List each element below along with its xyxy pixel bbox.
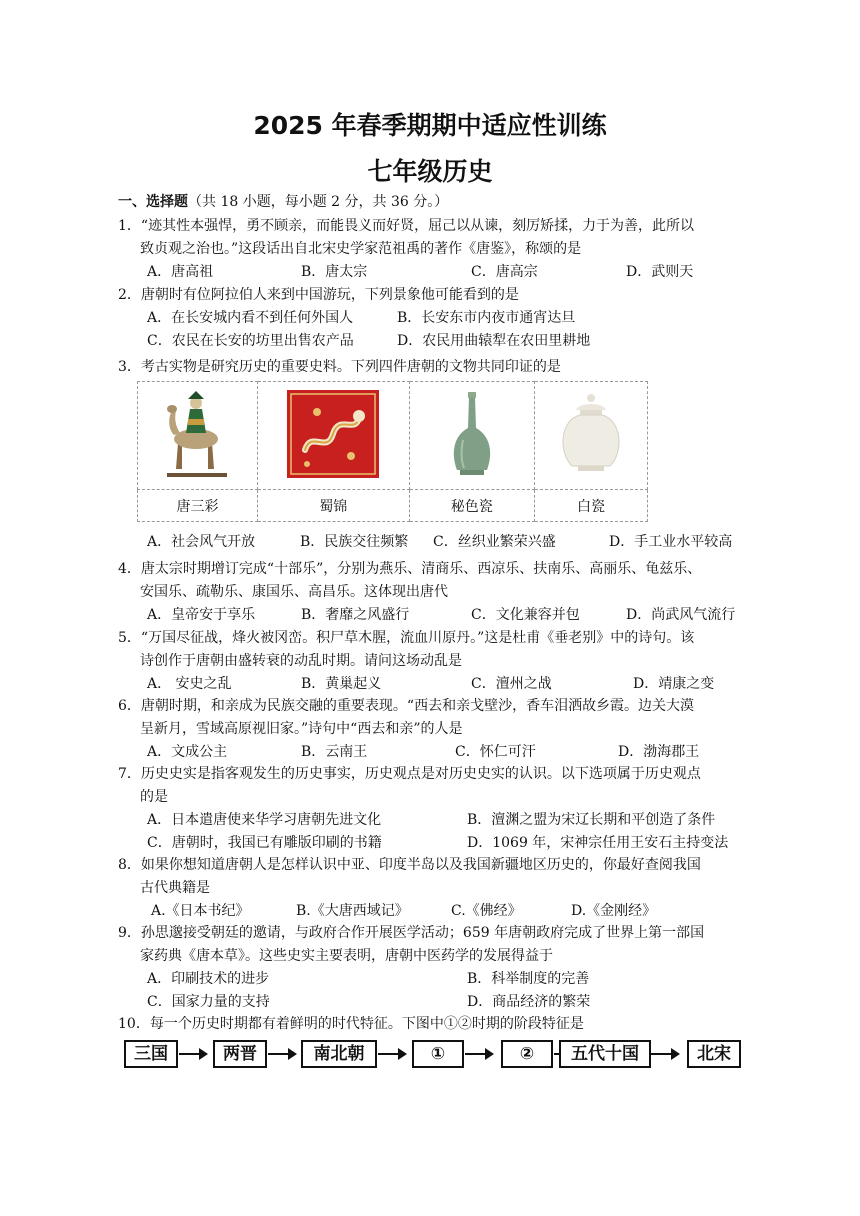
question-3-line-1: 3．考古实物是研究历史的重要史料。下列四件唐朝的文物共同印证的是 <box>118 359 561 375</box>
question-7-option-d[interactable]: D．1069 年，宋神宗任用王安石主持变法 <box>467 835 729 851</box>
timeline-node-1: 三国 <box>124 1040 178 1068</box>
question-9-option-c[interactable]: C．国家力量的支持 <box>147 994 270 1010</box>
timeline-node-2: 两晋 <box>213 1040 267 1068</box>
section-note: （共 18 小题，每小题 2 分，共 36 分。） <box>188 194 449 210</box>
timeline-node-6: 五代十国 <box>559 1040 651 1068</box>
period-timeline <box>0 1040 860 1068</box>
question-9-option-a[interactable]: A．印刷技术的进步 <box>147 971 270 987</box>
artifact-label-3: 秘色瓷 <box>409 490 534 522</box>
question-3-option-d[interactable]: D．手工业水平较高 <box>609 534 733 550</box>
arrow-right-icon <box>651 1046 681 1062</box>
section-heading <box>118 192 448 212</box>
question-7-option-a[interactable]: A．日本遣唐使来华学习唐朝先进文化 <box>147 812 382 828</box>
question-8-option-b[interactable]: B.《大唐西域记》 <box>296 903 409 919</box>
question-6-option-b[interactable]: B．云南王 <box>301 744 368 760</box>
question-2-option-b[interactable]: B．长安东市内夜市通宵达旦 <box>397 310 576 326</box>
timeline-node-4: ① <box>412 1040 464 1068</box>
timeline-node-3: 南北朝 <box>301 1040 377 1068</box>
question-7-option-b[interactable]: B．澶渊之盟为宋辽长期和平创造了条件 <box>467 812 716 828</box>
question-1-option-a[interactable]: A．唐高祖 <box>147 264 214 280</box>
question-2-option-c[interactable]: C．农民在长安的坊里出售农产品 <box>147 333 354 349</box>
question-3-option-a[interactable]: A．社会风气开放 <box>147 534 256 550</box>
timeline-node-7: 北宋 <box>687 1040 741 1068</box>
shu-brocade-dragon-icon <box>287 390 379 478</box>
tang-sancai-camel-icon <box>162 389 232 479</box>
artifact-label-4: 白瓷 <box>534 490 647 522</box>
question-1-option-d[interactable]: D．武则天 <box>626 264 694 280</box>
artifact-table <box>137 381 648 522</box>
question-4-option-c[interactable]: C．文化兼容并包 <box>471 607 580 623</box>
question-9-option-b[interactable]: B．科举制度的完善 <box>467 971 590 987</box>
question-9-option-d[interactable]: D．商品经济的繁荣 <box>467 994 591 1010</box>
question-4-line-2: 安国乐、疏勒乐、康国乐、高昌乐。这体现出唐代 <box>140 584 448 600</box>
question-1-option-c[interactable]: C．唐高宗 <box>471 264 538 280</box>
celadon-vase-icon <box>447 390 497 478</box>
timeline-node-5: ② <box>501 1040 553 1068</box>
question-5-option-c[interactable]: C．澶州之战 <box>471 676 552 692</box>
question-2-line-1: 2．唐朝时有位阿拉伯人来到中国游玩，下列景象他可能看到的是 <box>118 287 519 303</box>
question-7-option-c[interactable]: C．唐朝时，我国已有雕版印刷的书籍 <box>147 835 382 851</box>
question-5-line-2: 诗创作于唐朝由盛转衰的动乱时期。请问这场动乱是 <box>140 653 462 669</box>
exam-subtitle: 七年级历史 <box>367 157 493 186</box>
question-3-option-b[interactable]: B．民族交往频繁 <box>300 534 409 550</box>
question-9-line-1: 9．孙思邈接受朝廷的邀请，与政府合作开展医学活动；659 年唐朝政府完成了世界上第一部国 <box>118 925 705 941</box>
white-porcelain-jar-icon <box>556 392 626 476</box>
question-6-option-c[interactable]: C．怀仁可汗 <box>455 744 536 760</box>
artifact-cell-baici <box>534 382 647 490</box>
artifact-cell-mise <box>409 382 534 490</box>
arrow-right-icon <box>465 1046 495 1062</box>
question-6-line-1: 6．唐朝时期，和亲成为民族交融的重要表现。“西去和亲戈壁沙，香车泪洒故乡霞。边关大漠 <box>118 698 695 714</box>
question-1-line-2: 致贞观之治也。”这段话出自北宋史学家范祖禹的著作《唐鉴》，称颂的是 <box>140 241 582 257</box>
question-7-line-1: 7．历史史实是指客观发生的历史事实，历史观点是对历史史实的认识。以下选项属于历史观点 <box>118 766 701 782</box>
question-8-option-c[interactable]: C.《佛经》 <box>451 903 522 919</box>
question-2-option-a[interactable]: A．在长安城内看不到任何外国人 <box>147 310 354 326</box>
question-2-option-d[interactable]: D．农民用曲辕犁在农田里耕地 <box>397 333 591 349</box>
arrow-right-icon <box>268 1046 298 1062</box>
question-4-line-1: 4．唐太宗时期增订完成“十部乐”，分别为燕乐、清商乐、西凉乐、扶南乐、高丽乐、龟兹乐、 <box>118 561 702 577</box>
artifact-label-1: 唐三彩 <box>138 490 258 522</box>
question-9-line-2: 家药典《唐本草》。这些史实主要表明，唐朝中医药学的发展得益于 <box>140 948 553 964</box>
question-3-option-c[interactable]: C．丝织业繁荣兴盛 <box>433 534 556 550</box>
question-1-line-1: 1．“迹其性本强悍，勇不顾亲，而能畏义而好贤，屈己以从谏，刻厉矫揉，力于为善，此所以 <box>118 218 695 234</box>
question-4-option-b[interactable]: B．奢靡之风盛行 <box>301 607 410 623</box>
exam-title: 2025 年春季期期中适应性训练 <box>253 111 607 140</box>
question-5-option-b[interactable]: B．黄巢起义 <box>301 676 382 692</box>
question-4-option-a[interactable]: A．皇帝安于享乐 <box>147 607 256 623</box>
artifact-label-2: 蜀锦 <box>257 490 409 522</box>
question-6-option-a[interactable]: A．文成公主 <box>147 744 228 760</box>
arrow-right-icon <box>179 1046 209 1062</box>
question-5-option-d[interactable]: D．靖康之变 <box>633 676 715 692</box>
question-6-line-2: 呈新月，雪域高原视旧家。”诗句中“西去和亲”的人是 <box>140 721 463 737</box>
question-8-line-1: 8．如果你想知道唐朝人是怎样认识中亚、印度半岛以及我国新疆地区历史的，你最好查阅我国 <box>118 857 701 873</box>
question-7-line-2: 的是 <box>140 789 168 805</box>
artifact-cell-sancai <box>138 382 258 490</box>
question-5-line-1: 5．“万国尽征战，烽火被冈峦。积尸草木腥，流血川原丹。”这是杜甫《垂老别》中的诗句。该 <box>118 630 695 646</box>
question-8-line-2: 古代典籍是 <box>140 880 210 896</box>
question-8-option-a[interactable]: A.《日本书纪》 <box>151 903 250 919</box>
question-8-option-d[interactable]: D.《金刚经》 <box>571 903 657 919</box>
section-label: 一、选择题 <box>118 194 188 210</box>
question-1-option-b[interactable]: B．唐太宗 <box>301 264 368 280</box>
artifact-cell-shujin <box>257 382 409 490</box>
arrow-right-icon <box>378 1046 408 1062</box>
question-4-option-d[interactable]: D．尚武风气流行 <box>626 607 736 623</box>
question-10-line-1: 10．每一个历史时期都有着鲜明的时代特征。下图中①②时期的阶段特征是 <box>118 1016 584 1032</box>
question-6-option-d[interactable]: D．渤海郡王 <box>618 744 700 760</box>
question-5-option-a[interactable]: A． 安史之乱 <box>147 676 232 692</box>
